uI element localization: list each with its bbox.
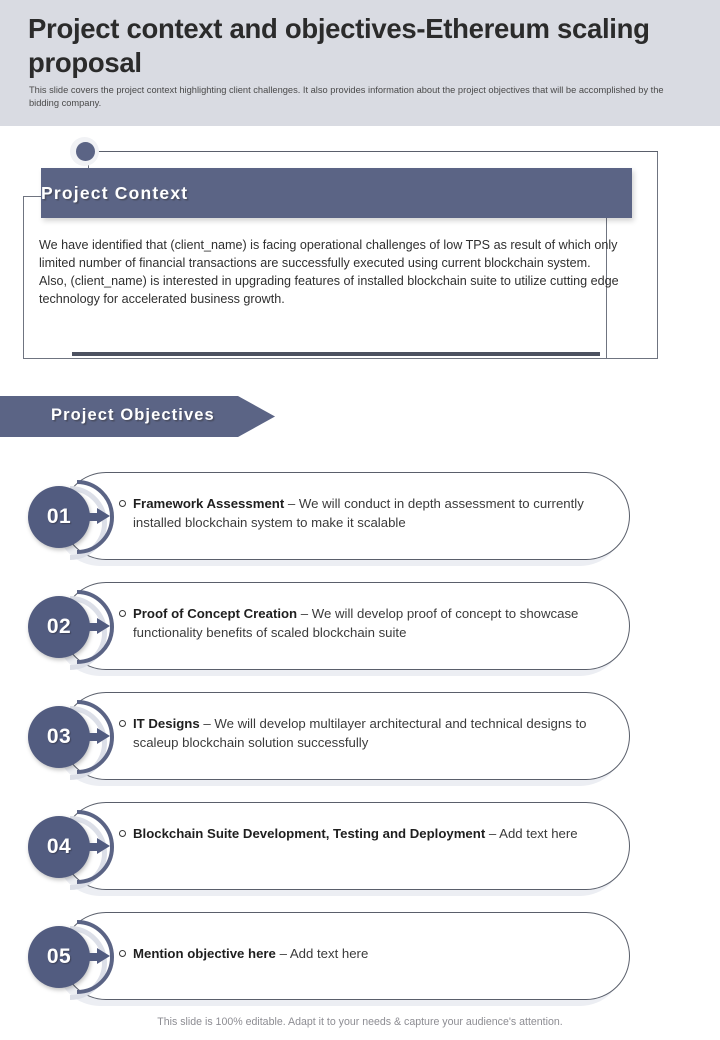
objective-row[interactable] <box>0 472 720 572</box>
objective-body: Add text here <box>289 946 369 961</box>
context-paragraph-1: We have identified that (client_name) is facing operational challenges of low TPS as result of which only limited number of financial transactions are successfully executed using current blockchain system. <box>39 238 618 270</box>
objective-number: 03 <box>46 725 72 748</box>
objective-bullet-icon <box>119 720 126 727</box>
objective-number: 02 <box>46 615 72 638</box>
arrow-right-icon <box>82 728 112 745</box>
objective-number: 04 <box>46 835 72 858</box>
page-subtitle: This slide covers the project context highlighting client challenges. It also provides information about the project objectives that will be accomplished by the bidding company. <box>29 85 664 108</box>
objective-text <box>133 605 618 642</box>
objective-pill[interactable] <box>62 802 630 890</box>
objective-row[interactable] <box>0 912 720 1012</box>
context-paragraph-2: Also, (client_name) is interested in upgrading features of installed blockchain suite to utilize cutting edge technology for accelerated business growth. <box>39 274 619 306</box>
context-connector-line <box>95 151 658 152</box>
context-heading: Project Context <box>41 183 189 203</box>
context-bottom-bar <box>72 352 600 356</box>
objective-bullet-icon <box>119 830 126 837</box>
objective-row[interactable] <box>0 582 720 682</box>
objective-body: We will conduct in depth assessment to currently installed blockchain system to make it scalable <box>133 496 584 530</box>
arrow-right-icon <box>82 618 112 635</box>
page-title: Project context and objectives-Ethereum scaling proposal <box>28 13 650 78</box>
objective-row[interactable] <box>0 802 720 902</box>
objective-body: We will develop multilayer architectural and technical designs to scaleup blockchain solution successfully <box>133 716 587 750</box>
objective-title: IT Designs <box>133 716 200 731</box>
objective-bullet-icon <box>119 610 126 617</box>
objective-text <box>133 715 618 752</box>
objective-body: We will develop proof of concept to showcase functionality benefits of scaled blockchain suite <box>133 606 579 640</box>
objective-dash: – <box>297 606 312 621</box>
arrow-right-icon <box>82 948 112 965</box>
objective-text <box>133 825 618 844</box>
objective-dash: – <box>275 946 290 961</box>
objective-title: Blockchain Suite Development, Testing and Deployment <box>133 826 486 841</box>
objective-number: 01 <box>46 505 72 528</box>
objective-title: Proof of Concept Creation <box>133 606 298 621</box>
arrow-right-icon <box>82 838 112 855</box>
objective-title: Mention objective here <box>133 946 276 961</box>
objective-title: Framework Assessment <box>133 496 285 511</box>
context-body <box>39 236 634 308</box>
objectives-banner-label: Project Objectives <box>51 406 215 424</box>
context-dot-icon <box>76 142 95 161</box>
objective-body: Add text here <box>499 826 578 841</box>
objective-row[interactable] <box>0 692 720 792</box>
objective-bullet-icon <box>119 500 126 507</box>
objective-dash: – <box>284 496 299 511</box>
objective-bullet-icon <box>119 950 126 957</box>
objective-number: 05 <box>46 945 72 968</box>
arrow-right-icon <box>82 508 112 525</box>
objective-text <box>133 495 618 532</box>
objective-dash: – <box>485 826 500 841</box>
objective-text <box>133 945 618 964</box>
footer-note: This slide is 100% editable. Adapt it to your needs & capture your audience's attention. <box>157 1016 563 1028</box>
objective-dash: – <box>199 716 215 731</box>
